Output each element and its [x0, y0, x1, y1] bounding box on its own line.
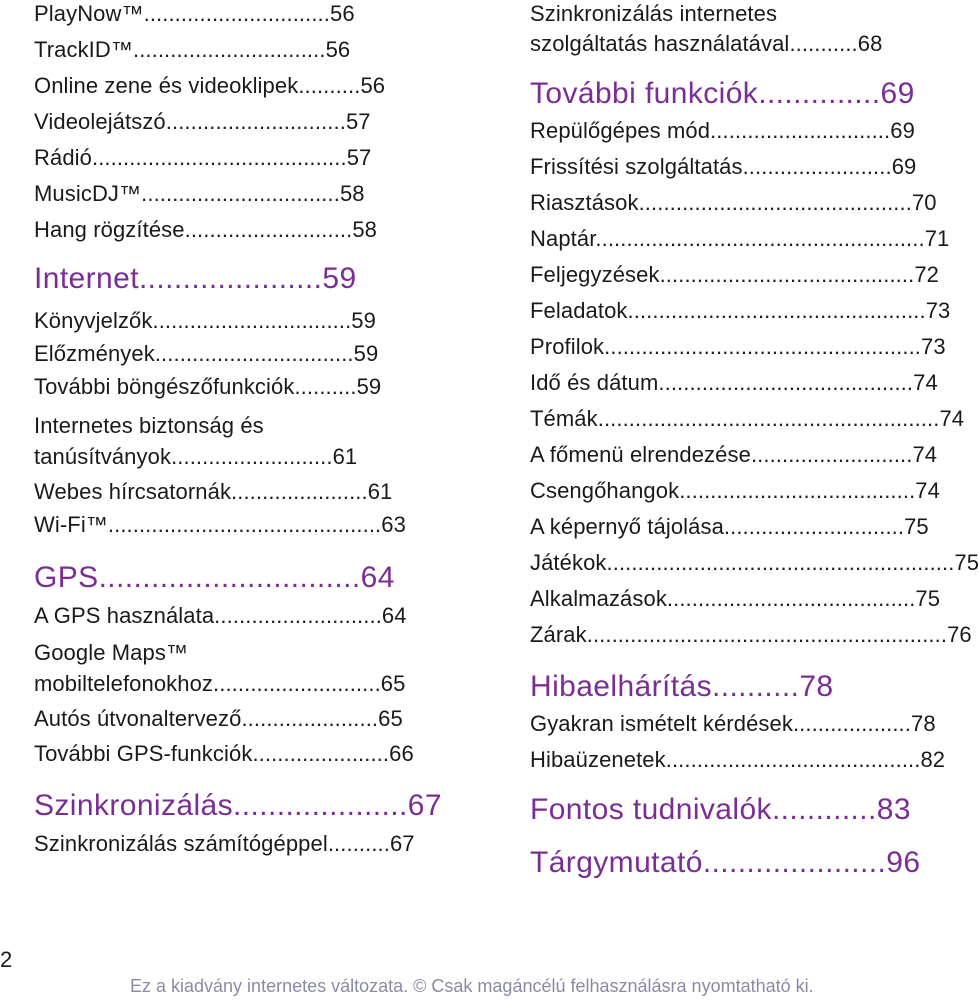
toc-section-heading[interactable]: Internet.....................59 [34, 262, 357, 295]
toc-entry[interactable]: Hibaüzenetek.........................................82 [530, 747, 946, 772]
toc-entry[interactable]: Témák.......................................................74 [530, 406, 965, 431]
toc-entry[interactable]: Profilok...................................................73 [530, 334, 946, 359]
toc-entry[interactable]: Csengőhangok......................................74 [530, 478, 940, 503]
toc-entry-line: Google Maps™ [34, 640, 189, 665]
toc-entry[interactable]: Riasztások............................................70 [530, 190, 937, 215]
toc-entry[interactable]: Előzmények................................59 [34, 341, 379, 366]
toc-entry[interactable]: Online zene és videoklipek..........56 [34, 73, 386, 98]
toc-entry[interactable]: Idő és dátum.........................................74 [530, 370, 938, 395]
toc-entry[interactable]: Wi-Fi™............................................63 [34, 512, 406, 537]
toc-entry[interactable]: A főmenü elrendezése..........................74 [530, 442, 938, 467]
toc-entry[interactable]: PlayNow™..............................56 [34, 1, 355, 26]
toc-section-heading[interactable]: Szinkronizálás....................67 [34, 789, 442, 822]
toc-entry[interactable]: Gyakran ismételt kérdések...................78 [530, 711, 936, 736]
toc-entry[interactable]: Naptár.....................................................71 [530, 226, 950, 251]
toc-entry[interactable]: Videolejátszó.............................57 [34, 109, 371, 134]
toc-entry[interactable]: Repülőgépes mód.............................69 [530, 118, 915, 143]
toc-entry[interactable]: szolgáltatás használatával...........68 [530, 31, 883, 56]
toc-entry[interactable]: Alkalmazások........................................75 [530, 586, 941, 611]
toc-entry[interactable]: Frissítési szolgáltatás........................69 [530, 154, 917, 179]
toc-entry[interactable]: Zárak..........................................................76 [530, 622, 972, 647]
toc-entry[interactable]: Szinkronizálás számítógéppel..........67 [34, 831, 415, 856]
toc-section-heading[interactable]: További funkciók..............69 [530, 77, 915, 110]
toc-entry[interactable]: További böngészőfunkciók..........59 [34, 374, 382, 399]
toc-entry[interactable]: További GPS-funkciók......................66 [34, 741, 414, 766]
toc-entry[interactable]: Hang rögzítése...........................58 [34, 217, 378, 242]
toc-section-heading[interactable]: Fontos tudnivalók............83 [530, 793, 911, 826]
page-number: 2 [0, 947, 13, 972]
toc-entry-line: Internetes biztonság és [34, 413, 264, 438]
footer-notice: Ez a kiadvány internetes változata. © Csak magáncélú felhasználásra nyomtatható ki. [130, 976, 814, 996]
toc-entry[interactable]: Feljegyzések.........................................72 [530, 262, 939, 287]
toc-entry[interactable]: Rádió.........................................57 [34, 145, 372, 170]
toc-entry[interactable]: MusicDJ™................................58 [34, 181, 365, 206]
toc-entry[interactable]: TrackID™...............................56 [34, 37, 351, 62]
toc-entry[interactable]: mobiltelefonokhoz...........................65 [34, 671, 406, 696]
toc-entry[interactable]: A képernyő tájolása.............................75 [530, 514, 929, 539]
toc-section-heading[interactable]: GPS..............................64 [34, 561, 395, 594]
toc-entry[interactable]: A GPS használata...........................64 [34, 603, 407, 628]
toc-entry[interactable]: Játékok........................................................75 [530, 550, 979, 575]
toc-entry[interactable]: Autós útvonaltervező......................65 [34, 706, 403, 731]
toc-entry[interactable]: tanúsítványok..........................61 [34, 444, 358, 469]
toc-section-heading[interactable]: Hibaelhárítás..........78 [530, 670, 834, 703]
toc-section-heading[interactable]: Tárgymutató.....................96 [530, 846, 921, 879]
toc-entry-line: Szinkronizálás internetes [530, 1, 778, 26]
toc-entry[interactable]: Könyvjelzők................................59 [34, 308, 376, 333]
toc-entry[interactable]: Webes hírcsatornák......................61 [34, 479, 393, 504]
toc-entry[interactable]: Feladatok................................................73 [530, 298, 951, 323]
